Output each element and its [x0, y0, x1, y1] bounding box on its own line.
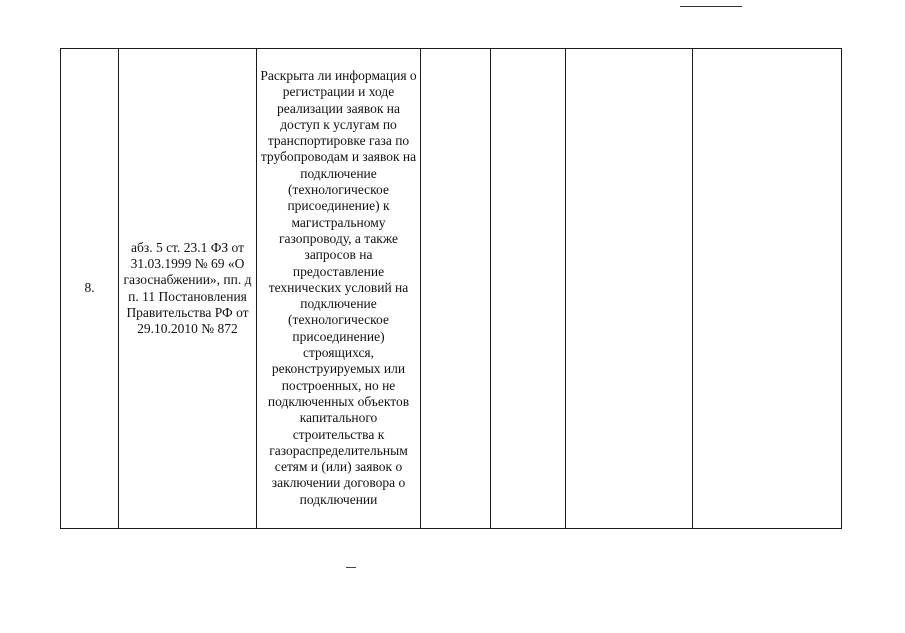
question-text: Раскрыта ли информация о регистрации и ходе реализации заявок на доступ к услугам по транспортировке газа по трубопроводам и заявок на подключение (технологическое присоединение) к магистральному газопроводу, а также запросов на предоставление технических условий на подключение (технологическое присоединение) строящихся, реконструируемых или построенных, но не подключенных объектов капитального строительства к газораспределительным сетям и (или) заявок о заключении договора о подключении — [260, 67, 417, 507]
row-number-cell — [61, 49, 119, 529]
page-dash — [346, 567, 356, 568]
empty-cell-5 — [491, 49, 566, 529]
header-rule — [680, 6, 742, 7]
checklist-table — [60, 48, 842, 529]
row-number: 8. — [84, 280, 95, 296]
question-cell — [257, 49, 421, 529]
legal-reference: абз. 5 ст. 23.1 ФЗ от 31.03.1999 № 69 «О газоснабжении», пп. д п. 11 Постановления Правительства РФ от 29.10.2010 № 872 — [123, 239, 252, 337]
empty-cell-7 — [693, 49, 842, 529]
legal-reference-cell — [119, 49, 257, 529]
table-row — [61, 49, 842, 529]
empty-cell-6 — [566, 49, 693, 529]
empty-cell-4 — [421, 49, 491, 529]
